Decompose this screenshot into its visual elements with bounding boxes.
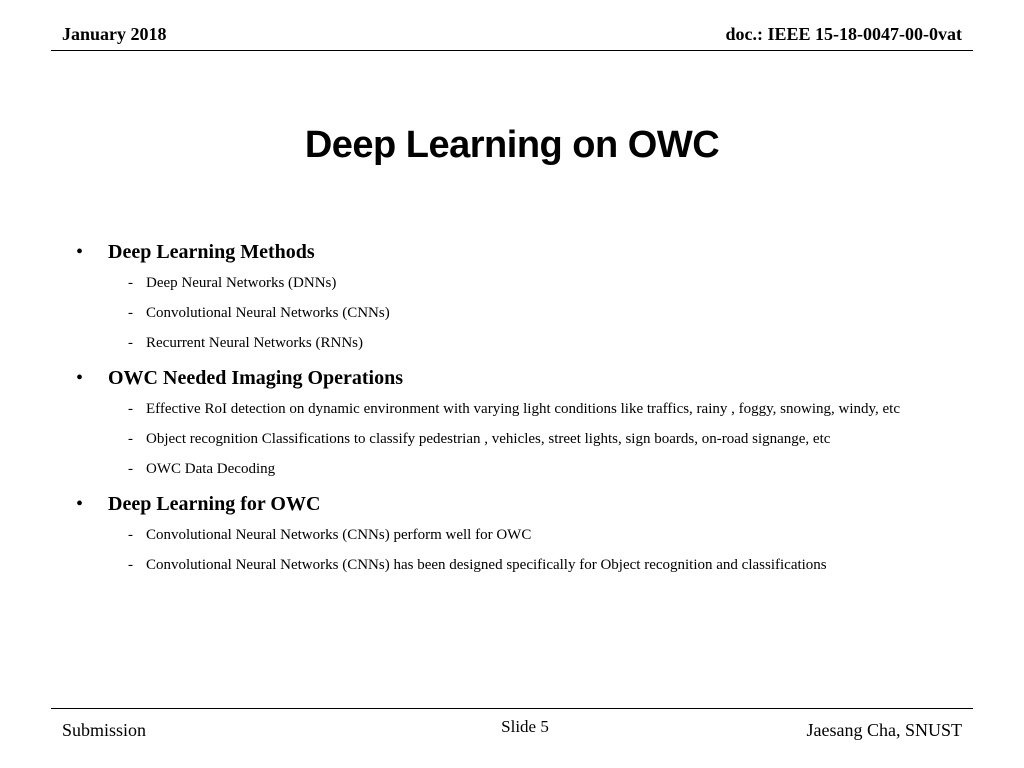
header-divider xyxy=(51,50,973,51)
footer-slide-number: Slide 5 xyxy=(501,717,549,736)
sub-item: - Effective RoI detection on dynamic environment with varying light conditions like traffics, rainy , foggy, snowing, windy, etc xyxy=(128,401,900,417)
sub-item: - Recurrent Neural Networks (RNNs) xyxy=(128,335,364,351)
sub-item: - OWC Data Decoding xyxy=(128,461,276,477)
bullet-deep-learning-methods: • Deep Learning Methods xyxy=(76,238,978,266)
footer-divider xyxy=(51,708,973,709)
header-doc-id: doc.: IEEE 15-18-0047-00-0vat xyxy=(725,24,962,44)
footer-submission: Submission xyxy=(62,720,147,740)
sub-item: - Object recognition Classifications to classify pedestrian , vehicles, street lights, sign boards, on-road signange, etc xyxy=(128,431,831,447)
footer-author: Jaesang Cha, SNUST xyxy=(806,720,962,740)
bullet-deep-learning-for-owc: • Deep Learning for OWC xyxy=(76,490,978,518)
sub-item: - Convolutional Neural Networks (CNNs) has been designed specifically for Object recognition and classifications xyxy=(128,557,827,573)
header-date: January 2018 xyxy=(62,24,167,44)
sub-item: - Convolutional Neural Networks (CNNs) xyxy=(128,305,390,321)
sub-item: - Deep Neural Networks (DNNs) xyxy=(128,275,337,291)
sub-item: - Convolutional Neural Networks (CNNs) perform well for OWC xyxy=(128,527,532,543)
slide-content xyxy=(76,232,978,578)
slide-title: Deep Learning on OWC xyxy=(304,124,720,166)
bullet-owc-imaging-operations: • OWC Needed Imaging Operations xyxy=(76,364,978,392)
